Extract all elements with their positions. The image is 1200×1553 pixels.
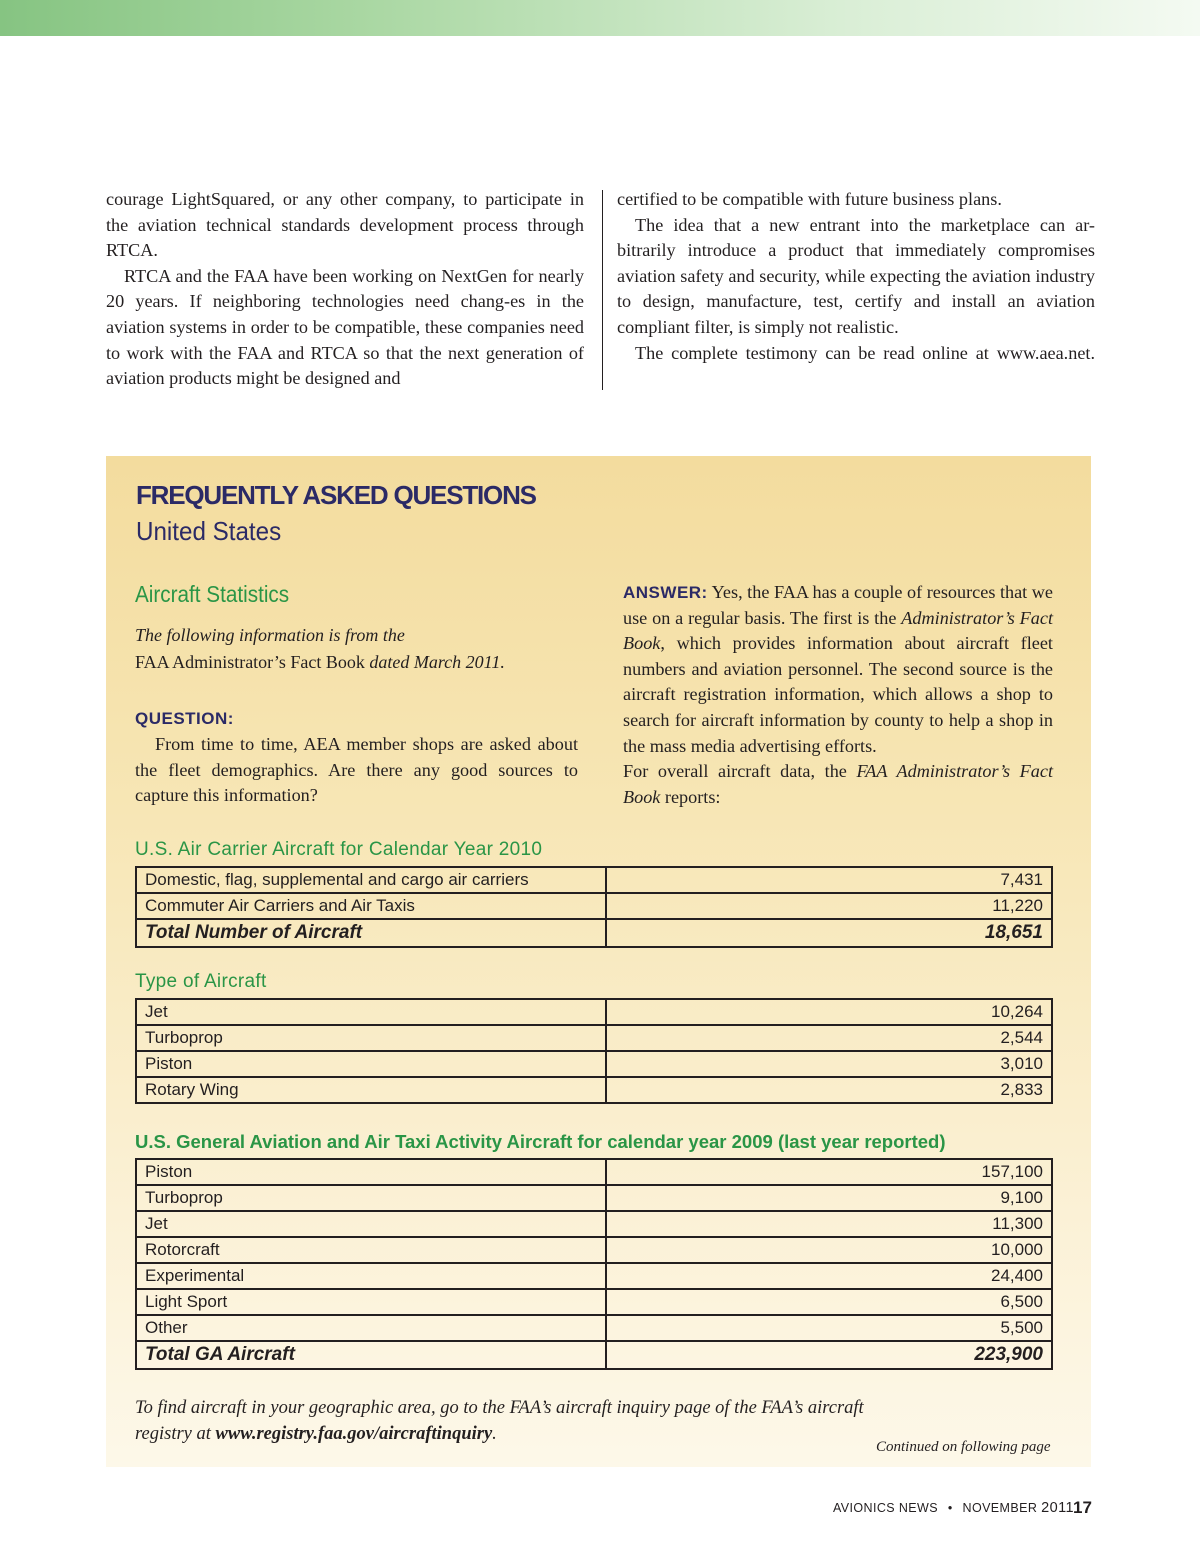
row-label: Light Sport xyxy=(136,1289,606,1315)
table-row xyxy=(136,1237,1052,1263)
row-value: 6,500 xyxy=(606,1289,1052,1315)
row-value: 157,100 xyxy=(606,1159,1052,1185)
row-value: 11,300 xyxy=(606,1211,1052,1237)
continued-note: Continued on following page xyxy=(876,1439,1051,1455)
article-paragraph: courage LightSquared, or any other company, to participate in the aviation technical standards development process through RTCA. xyxy=(106,189,584,261)
table-row xyxy=(136,1159,1052,1185)
registry-note-text: To find aircraft in your geographic area, go to the FAA’s aircraft inquiry page of the FAA’s aircraft registry at xyxy=(135,1398,864,1444)
air-carrier-table xyxy=(135,866,1053,948)
registry-link[interactable]: www.registry.faa.gov/aircraftinquiry xyxy=(215,1423,493,1444)
row-label: Rotary Wing xyxy=(136,1077,606,1103)
article-column-left xyxy=(106,187,584,392)
answer-text: , which provides information about aircraft fleet numbers and aviation personnel. The second source is the aircraft registration information, which allows a shop to search for aircraft information by county to help a shop in the mass media advertising efforts. xyxy=(623,633,1053,756)
table-total-row xyxy=(136,1341,1052,1369)
question-label: QUESTION: xyxy=(135,709,234,728)
table-row xyxy=(136,867,1052,893)
row-value: 9,100 xyxy=(606,1185,1052,1211)
answer-text: reports: xyxy=(664,786,721,807)
row-value: 5,500 xyxy=(606,1315,1052,1341)
top-color-band xyxy=(0,0,1200,36)
table-row xyxy=(136,1185,1052,1211)
table-total-row xyxy=(136,919,1052,947)
table-row xyxy=(136,1077,1052,1103)
answer-text: Yes, the FAA has a couple of resources that we use on a regular basis. The first is the xyxy=(623,582,1054,628)
row-label: Piston xyxy=(136,1051,606,1077)
article-paragraph: The complete testimony can be read online at www.aea.net. xyxy=(635,342,1095,363)
row-label: Other xyxy=(136,1315,606,1341)
registry-note xyxy=(135,1396,875,1447)
row-value: 24,400 xyxy=(606,1263,1052,1289)
total-value: 223,900 xyxy=(606,1341,1052,1369)
answer-block xyxy=(623,580,1053,810)
article-paragraph: certified to be compatible with future business plans. xyxy=(617,189,1002,209)
page-number: 17 xyxy=(1073,1498,1092,1517)
table-row xyxy=(136,1025,1052,1051)
row-value: 10,000 xyxy=(606,1237,1052,1263)
row-value: 3,010 xyxy=(606,1051,1052,1077)
row-label: Jet xyxy=(136,1211,606,1237)
table-row xyxy=(136,1211,1052,1237)
article-paragraph: RTCA and the FAA have been working on NextGen for nearly 20 years. If neighboring technologies need chang-es in the aviation systems in order to be compatible, these companies need to work with the FAA and RTCA so that the next generation of aviation products might be designed and xyxy=(106,265,584,389)
answer-text: For overall aircraft data, the xyxy=(623,761,847,782)
article-paragraph: The idea that a new entrant into the marketplace can ar-bitrarily introduce a product that immediately compromises aviation safety and security, while expecting the aviation industry to design, manufacture, test, certify and install an aviation compliant filter, is simply not realistic. xyxy=(617,214,1095,337)
row-value: 2,544 xyxy=(606,1025,1052,1051)
footer-bullet: • xyxy=(947,1501,953,1515)
answer-book-title: FAA Administrator’s Fact Book xyxy=(623,761,1054,807)
publication-name: AVIONICS NEWS xyxy=(833,1501,938,1515)
row-label: Experimental xyxy=(136,1263,606,1289)
question-text: From time to time, AEA member shops are asked about the fleet demographics. Are there any good sources to capture this information? xyxy=(135,734,578,806)
total-label: Total Number of Aircraft xyxy=(136,919,606,947)
faq-title: FREQUENTLY ASKED QUESTIONS xyxy=(136,480,536,510)
row-value: 7,431 xyxy=(606,867,1052,893)
row-label: Jet xyxy=(136,999,606,1025)
table-row xyxy=(136,999,1052,1025)
issue-year: 2011 xyxy=(1041,1500,1074,1516)
table-row xyxy=(136,893,1052,919)
total-label: Total GA Aircraft xyxy=(136,1341,606,1369)
answer-label: ANSWER: xyxy=(623,583,708,602)
faq-subtitle: United States xyxy=(136,516,282,546)
table-row xyxy=(136,1263,1052,1289)
table-row xyxy=(136,1315,1052,1341)
source-line: The following information is from the xyxy=(135,625,405,645)
row-label: Turboprop xyxy=(136,1185,606,1211)
row-label: Domestic, flag, supplemental and cargo air carriers xyxy=(136,867,606,893)
row-value: 10,264 xyxy=(606,999,1052,1025)
column-divider xyxy=(602,190,603,390)
total-value: 18,651 xyxy=(606,919,1052,947)
source-book: FAA Administrator’s Fact Book xyxy=(135,652,365,672)
faq-box xyxy=(106,456,1091,1467)
table-row xyxy=(136,1051,1052,1077)
row-value: 2,833 xyxy=(606,1077,1052,1103)
general-aviation-table xyxy=(135,1158,1053,1370)
table-title-type: Type of Aircraft xyxy=(135,971,267,992)
answer-book-title: Administrator’s Fact Book xyxy=(623,607,1054,654)
table-row xyxy=(136,1289,1052,1315)
page-footer xyxy=(833,1500,1074,1516)
issue-month: NOVEMBER xyxy=(962,1501,1038,1515)
registry-note-end: . xyxy=(492,1423,497,1444)
row-label: Turboprop xyxy=(136,1025,606,1051)
source-note xyxy=(135,622,585,676)
row-label: Piston xyxy=(136,1159,606,1185)
aircraft-type-table xyxy=(135,998,1053,1104)
table-title-air-carrier: U.S. Air Carrier Aircraft for Calendar Year 2010 xyxy=(135,839,543,860)
row-value: 11,220 xyxy=(606,893,1052,919)
row-label: Rotorcraft xyxy=(136,1237,606,1263)
table-title-general-aviation: U.S. General Aviation and Air Taxi Activity Aircraft for calendar year 2009 (last year reported) xyxy=(135,1131,946,1152)
source-date: dated March 2011. xyxy=(369,652,505,672)
row-label: Commuter Air Carriers and Air Taxis xyxy=(136,893,606,919)
section-heading: Aircraft Statistics xyxy=(135,581,290,607)
article-column-right xyxy=(617,187,1095,366)
